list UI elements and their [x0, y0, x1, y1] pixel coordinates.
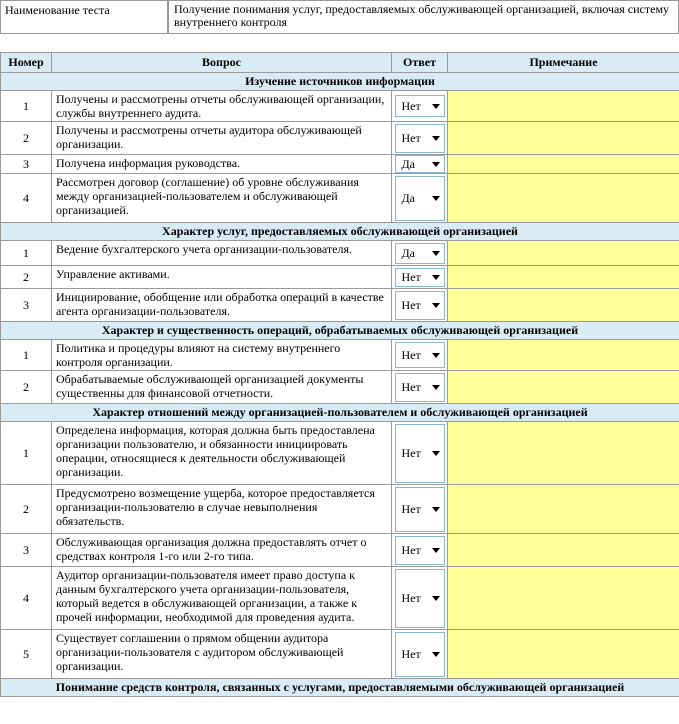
note-input[interactable] — [448, 630, 679, 679]
note-input[interactable] — [448, 534, 679, 567]
table-row — [1, 534, 679, 567]
answer-value: Нет — [401, 542, 421, 557]
chevron-down-icon[interactable] — [432, 596, 440, 601]
answer-cell — [392, 266, 448, 289]
answer-value: Нет — [401, 98, 421, 113]
table-row — [1, 567, 679, 630]
row-number: 1 — [1, 241, 52, 266]
chevron-down-icon[interactable] — [432, 652, 440, 657]
answer-value: Нет — [401, 445, 421, 460]
section-title: Изучение источников информации — [1, 73, 679, 91]
row-number: 2 — [1, 266, 52, 289]
question-text: Инициирование, обобщение или обработка операций в качестве агента организации-пользователя. — [52, 289, 392, 322]
question-text: Политика и процедуры влияют на систему внутреннего контроля организации. — [52, 340, 392, 371]
chevron-down-icon[interactable] — [432, 136, 440, 141]
chevron-down-icon[interactable] — [432, 451, 440, 456]
answer-dropdown[interactable] — [395, 424, 445, 483]
answer-cell — [392, 371, 448, 404]
section-title: Характер и существенность операций, обрабатываемых обслуживающей организацией — [1, 322, 679, 340]
table-row — [1, 266, 679, 289]
answer-dropdown[interactable] — [395, 124, 445, 153]
answer-dropdown[interactable] — [395, 487, 445, 532]
row-number: 1 — [1, 422, 52, 485]
note-input[interactable] — [448, 371, 679, 404]
section-row — [1, 73, 679, 91]
table-row — [1, 122, 679, 155]
section-row — [1, 322, 679, 340]
note-input[interactable] — [448, 340, 679, 371]
chevron-down-icon[interactable] — [432, 303, 440, 308]
answer-cell — [392, 485, 448, 534]
answer-dropdown[interactable] — [395, 268, 445, 287]
answer-cell — [392, 241, 448, 266]
answer-value: Нет — [401, 297, 421, 312]
row-number: 3 — [1, 155, 52, 174]
question-text: Рассмотрен договор (соглашение) об уровне обслуживания между организацией-пользователем и обслуживающей организацией. — [52, 174, 392, 223]
answer-value: Да — [401, 190, 416, 205]
row-number: 3 — [1, 289, 52, 322]
question-text: Обслуживающая организация должна предоставлять отчет о средствах контроля 1-го или 2-го типа. — [52, 534, 392, 567]
question-text: Получены и рассмотрены отчеты обслуживающей организации, службы внутреннего аудита. — [52, 91, 392, 122]
answer-dropdown[interactable] — [395, 95, 445, 117]
row-number: 4 — [1, 174, 52, 223]
row-number: 1 — [1, 91, 52, 122]
section-title: Понимание средств контроля, связанных с услугами, предоставляемыми обслуживающей организацией — [1, 679, 679, 697]
answer-dropdown[interactable] — [395, 342, 445, 368]
note-input[interactable] — [448, 422, 679, 485]
column-header-number: Номер — [1, 53, 52, 73]
table-row — [1, 630, 679, 679]
question-text: Обрабатываемые обслуживающей организацией документы существенны для финансовой отчетности. — [52, 371, 392, 404]
section-row — [1, 679, 679, 697]
chevron-down-icon[interactable] — [432, 251, 440, 256]
answer-value: Да — [401, 245, 416, 260]
row-number: 2 — [1, 122, 52, 155]
table-row — [1, 155, 679, 174]
test-header — [0, 0, 679, 36]
chevron-down-icon[interactable] — [432, 162, 440, 167]
note-input[interactable] — [448, 122, 679, 155]
answer-dropdown[interactable] — [395, 373, 445, 402]
column-header-note: Примечание — [448, 53, 679, 73]
row-number: 4 — [1, 567, 52, 630]
answer-value: Нет — [401, 501, 421, 516]
table-row — [1, 91, 679, 122]
row-number: 2 — [1, 371, 52, 404]
answer-cell — [392, 91, 448, 122]
question-text: Получены и рассмотрены отчеты аудитора обслуживающей организации. — [52, 122, 392, 155]
question-text: Получена информация руководства. — [52, 155, 392, 174]
question-text: Определена информация, которая должна быть предоставлена организации пользователю, и обязанности инициировать операции, относящиеся к деятельности обслуживающей организации. — [52, 422, 392, 485]
answer-cell — [392, 289, 448, 322]
answer-cell — [392, 155, 448, 174]
table-row — [1, 289, 679, 322]
chevron-down-icon[interactable] — [432, 548, 440, 553]
table-row — [1, 485, 679, 534]
answer-dropdown[interactable] — [395, 632, 445, 677]
question-text: Управление активами. — [52, 266, 392, 289]
answer-cell — [392, 174, 448, 223]
note-input[interactable] — [448, 567, 679, 630]
section-row — [1, 223, 679, 241]
note-input[interactable] — [448, 241, 679, 266]
table-row — [1, 241, 679, 266]
answer-value: Нет — [401, 646, 421, 661]
answer-dropdown[interactable] — [395, 243, 445, 264]
answer-cell — [392, 534, 448, 567]
answer-dropdown[interactable] — [395, 176, 445, 221]
table-row — [1, 340, 679, 371]
answer-dropdown[interactable] — [395, 536, 445, 565]
answer-dropdown[interactable] — [395, 155, 445, 173]
answer-dropdown[interactable] — [395, 569, 445, 628]
section-title: Характер услуг, предоставляемых обслуживающей организацией — [1, 223, 679, 241]
row-number: 3 — [1, 534, 52, 567]
answer-value: Нет — [401, 130, 421, 145]
note-input[interactable] — [448, 155, 679, 174]
note-input[interactable] — [448, 266, 679, 289]
question-text: Предусмотрено возмещение ущерба, которое предоставляется организации-пользователю в случае невыполнения обязательств. — [52, 485, 392, 534]
question-text: Существует соглашении о прямом общении аудитора организации-пользователя с аудитором обслуживающей организации. — [52, 630, 392, 679]
answer-value: Нет — [401, 379, 421, 394]
chevron-down-icon[interactable] — [432, 196, 440, 201]
chevron-down-icon[interactable] — [432, 275, 440, 280]
note-input[interactable] — [448, 485, 679, 534]
section-row — [1, 404, 679, 422]
note-input[interactable] — [448, 289, 679, 322]
answer-cell — [392, 340, 448, 371]
answer-cell — [392, 630, 448, 679]
row-number: 5 — [1, 630, 52, 679]
test-name-value[interactable]: Получение понимания услуг, предоставляемых обслуживающей организацией, включая систему внутреннего контроля — [168, 0, 679, 34]
column-header-question: Вопрос — [52, 53, 392, 73]
note-input[interactable] — [448, 174, 679, 223]
answer-cell — [392, 567, 448, 630]
table-row — [1, 422, 679, 485]
answer-cell — [392, 122, 448, 155]
answer-cell — [392, 422, 448, 485]
answer-value: Нет — [401, 590, 421, 605]
table-header-row — [1, 53, 679, 73]
answer-value: Да — [401, 156, 416, 171]
row-number: 1 — [1, 340, 52, 371]
chevron-down-icon[interactable] — [432, 104, 440, 109]
answer-value: Нет — [401, 347, 421, 362]
question-text: Аудитор организации-пользователя имеет право доступа к данным бухгалтерского учета организации-пользователя, который ведется в обслуживающей организации, а также к прочей информации, необходимой для проведения аудита. — [52, 567, 392, 630]
question-text: Ведение бухгалтерского учета организации-пользователя. — [52, 241, 392, 266]
section-title: Характер отношений между организацией-пользователем и обслуживающей организацией — [1, 404, 679, 422]
answer-value: Нет — [401, 269, 421, 284]
table-row — [1, 371, 679, 404]
test-name-label: Наименование теста — [0, 0, 168, 34]
chevron-down-icon[interactable] — [432, 353, 440, 358]
answer-dropdown[interactable] — [395, 291, 445, 320]
column-header-answer: Ответ — [392, 53, 448, 73]
chevron-down-icon[interactable] — [432, 507, 440, 512]
note-input[interactable] — [448, 91, 679, 122]
row-number: 2 — [1, 485, 52, 534]
checklist-table — [0, 52, 679, 697]
table-row — [1, 174, 679, 223]
chevron-down-icon[interactable] — [432, 385, 440, 390]
